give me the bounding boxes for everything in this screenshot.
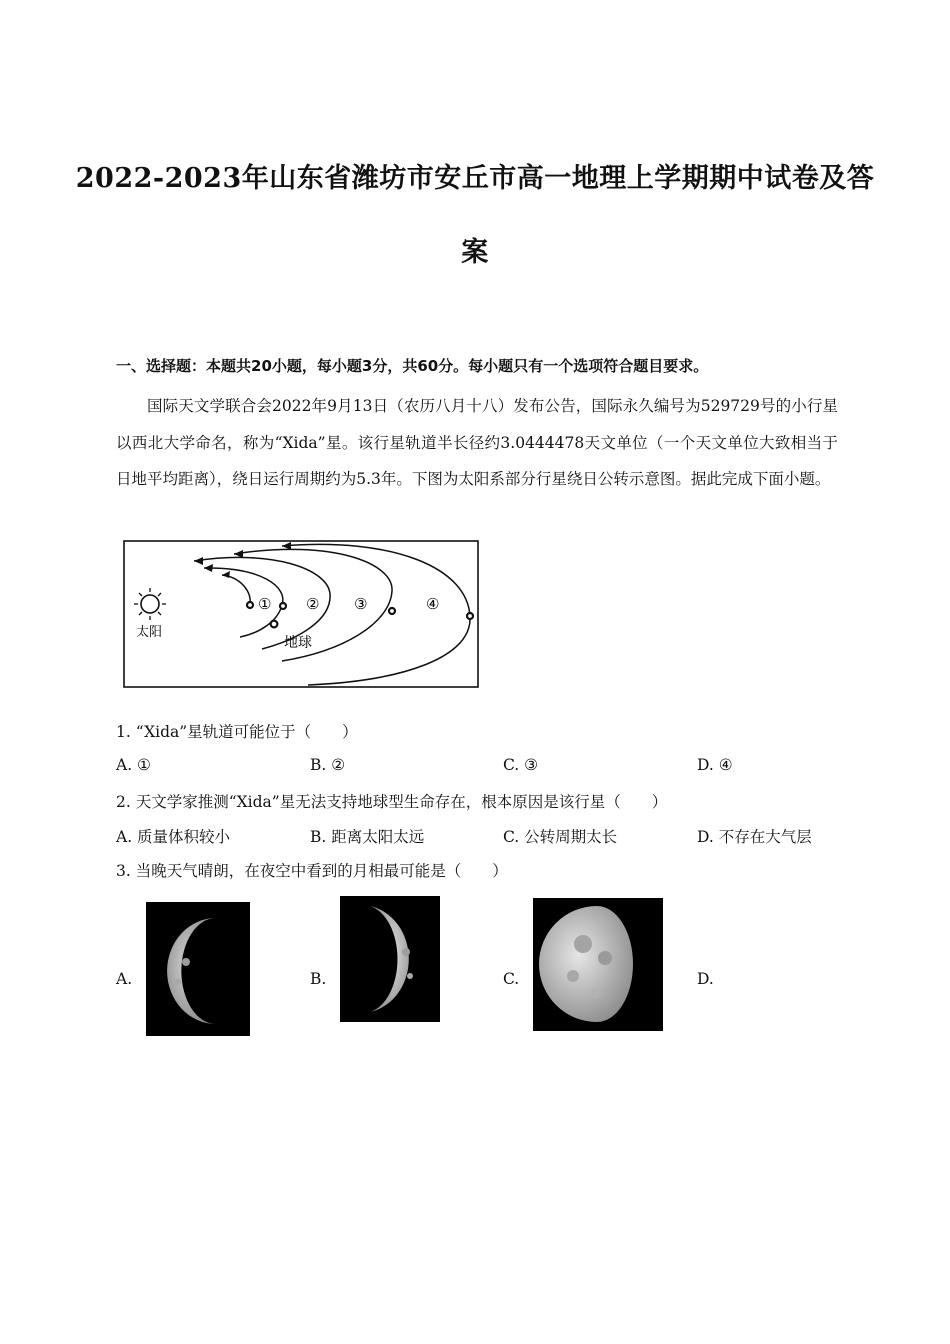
question-3-option-b[interactable]: B. [310,970,327,988]
orbit-diagram [122,539,482,691]
question-2-stem: 2. 天文学家推测“Xida”星无法支持地球型生命存在，根本原因是该行星（ ） [116,793,668,811]
moon-image-c[interactable] [533,898,663,1031]
moon-image-a[interactable] [146,902,250,1036]
question-3-option-c[interactable]: C. [503,970,520,988]
moon-image-b[interactable] [340,896,440,1022]
planet-1 [247,602,253,608]
page-title-line-2: 案 [461,237,489,268]
section-heading: 一、选择题：本题共20小题，每小题3分，共60分。每小题只有一个选项符合题目要求。 [116,357,709,375]
page-title-line-1: 2022-2023年山东省潍坊市安丘市高一地理上学期期中试卷及答 [75,163,875,194]
question-1-option-a[interactable]: A. ① [116,756,151,774]
question-1-stem: 1. “Xida”星轨道可能位于（ ） [116,723,358,741]
question-1-option-b[interactable]: B. ② [310,756,346,774]
question-1-option-d[interactable]: D. ④ [697,756,733,774]
question-3-option-a[interactable]: A. [116,970,133,988]
question-2-option-a[interactable]: A. 质量体积较小 [116,828,231,846]
orbit-label-3: ③ [354,595,368,613]
earth-label: 地球 [284,635,312,651]
question-2-option-c[interactable]: C. 公转周期太长 [503,828,618,846]
question-2-option-d[interactable]: D. 不存在大气层 [697,828,812,846]
orbit-label-4: ④ [426,595,440,613]
question-passage: 国际天文学联合会2022年9月13日（农历八月十八）发布公告，国际永久编号为529729号的小行星以西北大学命名，称为“Xida”星。该行星轨道半长径约3.0444478天文单位（一个天文单位大致相当于日地平均距离），绕日运行周期约为5.3年。下图为太阳系部分行星绕日公转示意图。据此完成下面小题。 [116,397,838,488]
orbit-label-2: ② [306,595,320,613]
planet-3 [389,608,395,614]
planet-2 [280,603,286,609]
sun-label: 太阳 [136,625,163,640]
planet-4 [467,613,473,619]
question-2-option-b[interactable]: B. 距离太阳太远 [310,828,425,846]
question-1-option-c[interactable]: C. ③ [503,756,539,774]
orbit-label-1: ① [258,595,272,613]
question-3-stem: 3. 当晚天气晴朗，在夜空中看到的月相最可能是（ ） [116,862,508,880]
question-3-option-d[interactable]: D. [697,970,714,988]
earth-planet [271,621,278,628]
